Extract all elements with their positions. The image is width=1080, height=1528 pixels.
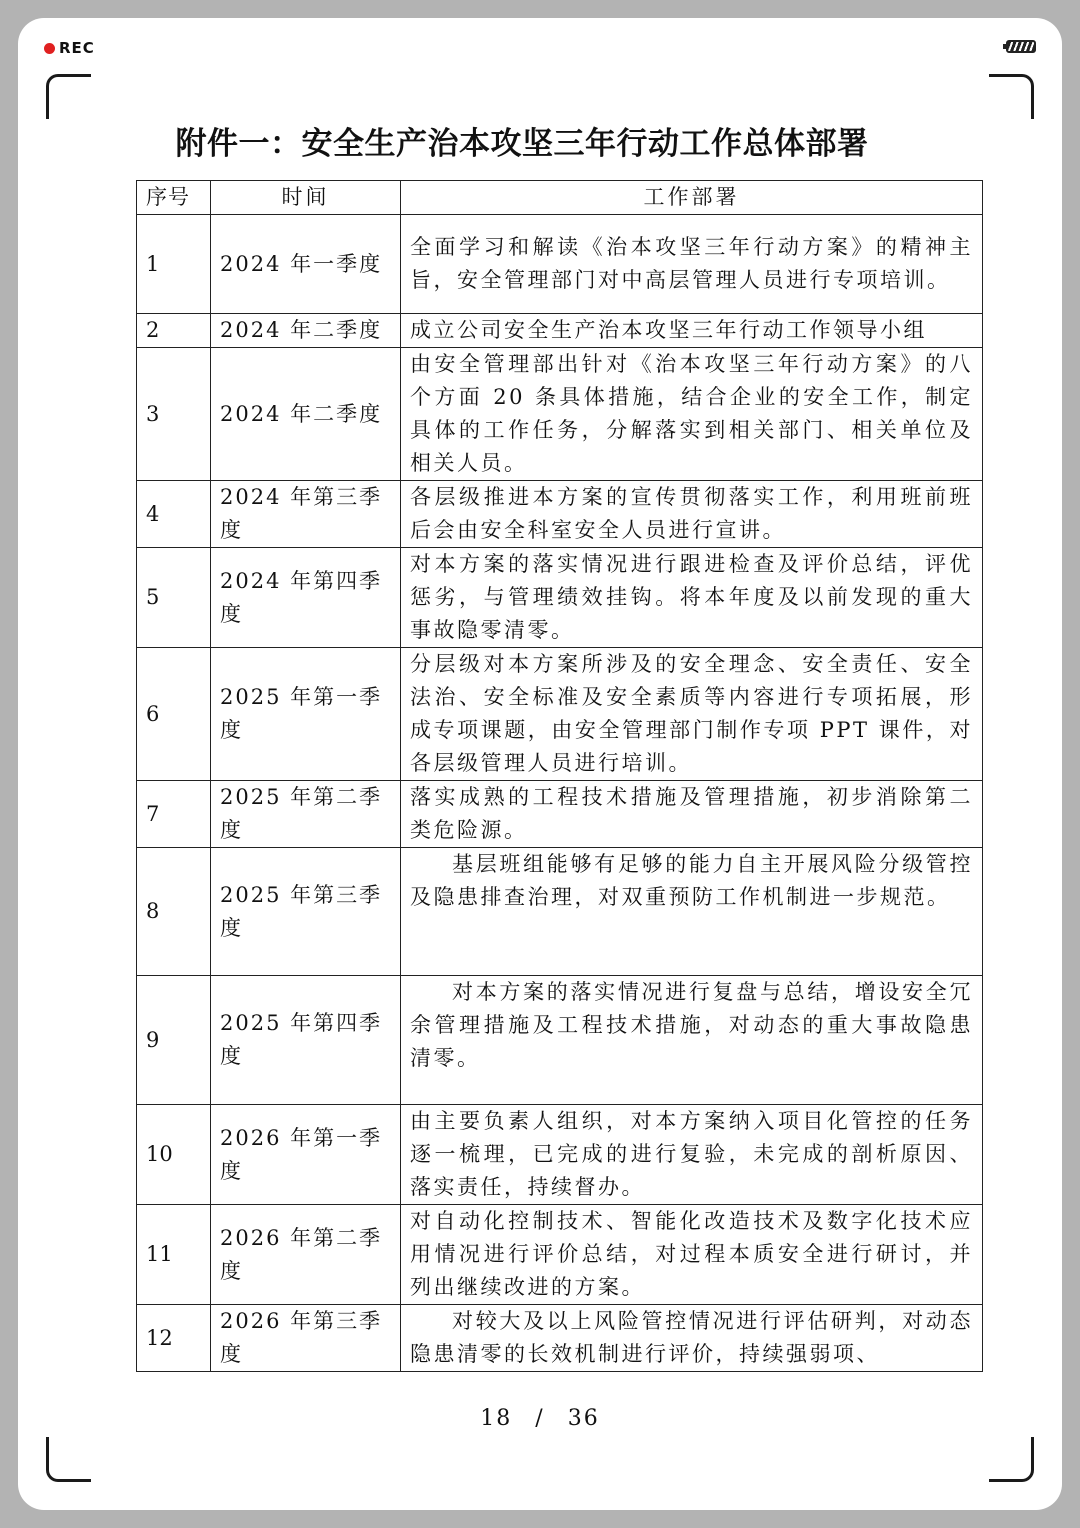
cell-time: 2024 年一季度 [211, 215, 401, 314]
viewfinder-corner-bottom-right [989, 1437, 1034, 1482]
document-title: 附件一：安全生产治本攻坚三年行动工作总体部署 [175, 126, 869, 162]
cell-time: 2025 年第四季度 [211, 976, 401, 1105]
cell-time: 2025 年第三季度 [211, 848, 401, 976]
table-row [137, 1305, 983, 1372]
deployment-table [136, 180, 983, 1372]
cell-time: 2026 年第二季度 [211, 1205, 401, 1305]
cell-time: 2025 年第二季度 [211, 781, 401, 848]
cell-content: 全面学习和解读《治本攻坚三年行动方案》的精神主旨，安全管理部门对中高层管理人员进行专项培训。 [401, 215, 983, 314]
recording-indicator [44, 38, 95, 58]
page-current: 18 [480, 1406, 513, 1431]
cell-time: 2025 年第一季度 [211, 648, 401, 781]
viewfinder-corner-top-left [46, 74, 91, 119]
cell-time: 2024 年第三季度 [211, 481, 401, 548]
table-row [137, 314, 983, 348]
viewfinder-corner-top-right [989, 74, 1034, 119]
cell-no: 5 [137, 548, 211, 648]
cell-no: 8 [137, 848, 211, 976]
cell-no: 1 [137, 215, 211, 314]
table-header-row [137, 181, 983, 215]
page-total: 36 [567, 1406, 600, 1431]
cell-no: 3 [137, 348, 211, 481]
cell-time: 2024 年二季度 [211, 348, 401, 481]
table-row [137, 848, 983, 976]
cell-no: 6 [137, 648, 211, 781]
cell-content: 对自动化控制技术、智能化改造技术及数字化技术应用情况进行评价总结，对过程本质安全进行研讨，并列出继续改进的方案。 [401, 1205, 983, 1305]
table-row [137, 215, 983, 314]
cell-time: 2026 年第三季度 [211, 1305, 401, 1372]
cell-content: 由主要负素人组织，对本方案纳入项目化管控的任务逐一梳理，已完成的进行复验，未完成的剖析原因、落实责任，持续督办。 [401, 1105, 983, 1205]
cell-content: 对本方案的落实情况进行复盘与总结，增设安全冗余管理措施及工程技术措施，对动态的重大事故隐患清零。 [401, 976, 983, 1105]
cell-content: 各层级推进本方案的宣传贯彻落实工作，利用班前班后会由安全科室安全人员进行宣讲。 [401, 481, 983, 548]
cell-no: 2 [137, 314, 211, 348]
cell-content: 对本方案的落实情况进行跟进检查及评价总结，评优惩劣，与管理绩效挂钩。将本年度及以前发现的重大事故隐零清零。 [401, 548, 983, 648]
cell-no: 9 [137, 976, 211, 1105]
table-row [137, 481, 983, 548]
battery-icon [1006, 40, 1036, 53]
page-separator: / [535, 1406, 545, 1431]
cell-time: 2024 年第四季度 [211, 548, 401, 648]
cell-content: 对较大及以上风险管控情况进行评估研判，对动态隐患清零的长效机制进行评价，持续强弱项、 [401, 1305, 983, 1372]
cell-no: 4 [137, 481, 211, 548]
rec-label: REC [59, 39, 95, 57]
cell-content: 由安全管理部出针对《治本攻坚三年行动方案》的八个方面 20 条具体措施，结合企业的安全工作，制定具体的工作任务，分解落实到相关部门、相关单位及相关人员。 [401, 348, 983, 481]
cell-content: 基层班组能够有足够的能力自主开展风险分级管控及隐患排查治理，对双重预防工作机制进一步规范。 [401, 848, 983, 976]
cell-no: 11 [137, 1205, 211, 1305]
record-dot-icon [44, 43, 55, 54]
cell-no: 7 [137, 781, 211, 848]
table-row [137, 781, 983, 848]
table-row [137, 976, 983, 1105]
table-row [137, 348, 983, 481]
cell-time: 2024 年二季度 [211, 314, 401, 348]
cell-content: 成立公司安全生产治本攻坚三年行动工作领导小组 [401, 314, 983, 348]
cell-content: 落实成熟的工程技术措施及管理措施，初步消除第二类危险源。 [401, 781, 983, 848]
header-deployment: 工作部署 [401, 181, 983, 215]
page-number [18, 1406, 1062, 1431]
table-row [137, 1205, 983, 1305]
table-row [137, 548, 983, 648]
table-row [137, 1105, 983, 1205]
table-row [137, 648, 983, 781]
cell-content: 分层级对本方案所涉及的安全理念、安全责任、安全法治、安全标准及安全素质等内容进行专项拓展，形成专项课题，由安全管理部门制作专项 PPT 课件，对各层级管理人员进行培训。 [401, 648, 983, 781]
header-no: 序号 [137, 181, 211, 215]
cell-no: 10 [137, 1105, 211, 1205]
cell-no: 12 [137, 1305, 211, 1372]
header-time: 时间 [211, 181, 401, 215]
cell-time: 2026 年第一季度 [211, 1105, 401, 1205]
viewfinder-corner-bottom-left [46, 1437, 91, 1482]
